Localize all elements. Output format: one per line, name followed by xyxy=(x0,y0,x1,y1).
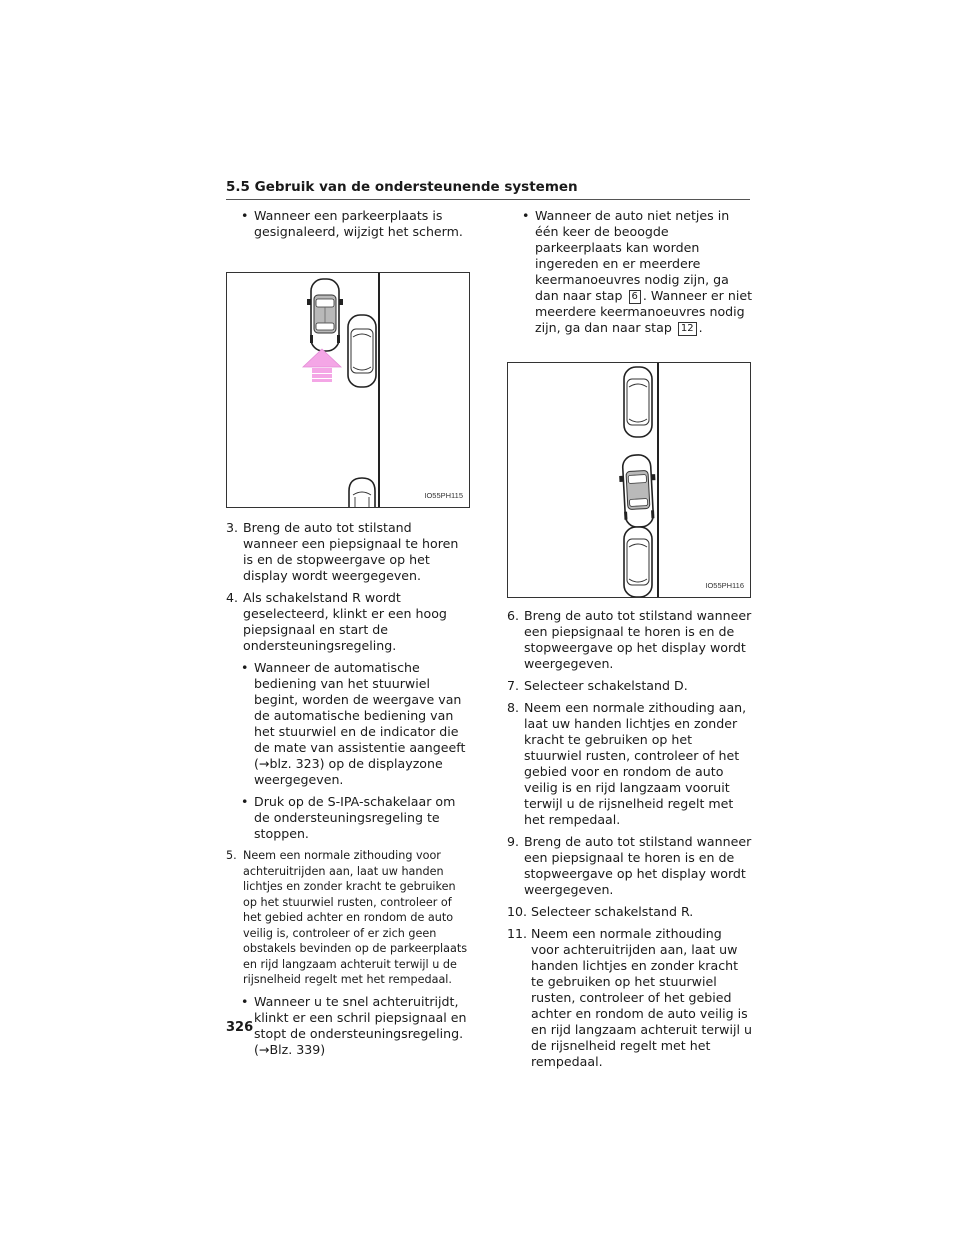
step-number: 3. xyxy=(226,520,239,535)
section-header xyxy=(226,179,750,200)
step-reference-box: 12 xyxy=(678,322,697,336)
bullet-text: Wanneer de automatische bediening van het stuurwiel begint, worden de weergave van de automatische bediening van het stuurwiel en de indicator die de mate van assistentie aangeeft (→blz. 323) op de displayzone weergegeven. xyxy=(254,660,466,787)
own-car-icon xyxy=(307,279,343,351)
bullet-auto-steering xyxy=(226,660,470,788)
bullet-too-fast xyxy=(226,994,470,1058)
step-text: Selecteer schakelstand R. xyxy=(531,904,694,919)
step-9 xyxy=(507,834,753,898)
own-car-icon xyxy=(618,454,658,528)
step-text: Neem een normale zithouding voor achteruitrijden aan, laat uw handen lichtjes en zonder kracht te gebruiken op het stuurwiel rusten, controleer of het gebied achter en rondom de auto veilig is en rijd langzaam achteruit terwijl u de rijsnelheid regelt met het rempedaal. xyxy=(531,926,752,1069)
step-5 xyxy=(226,848,470,988)
parking-diagram-right xyxy=(508,363,750,597)
bullet-text: Druk op de S-IPA-schakelaar om de ondersteuningsregeling te stoppen. xyxy=(254,794,456,841)
step-text: Neem een normale zithouding aan, laat uw handen lichtjes en zonder kracht te gebruiken op het stuurwiel rusten, controleer of het gebied voor en rondom de auto veilig is en rijd langzaam vooruit terwijl u de rijsnelheid regelt met het rempedaal. xyxy=(524,700,747,827)
step-11 xyxy=(507,926,753,1070)
step-number: 7. xyxy=(507,678,520,693)
parking-diagram-left xyxy=(227,273,469,507)
step-number: 11. xyxy=(507,926,528,941)
step-text: Neem een normale zithouding voor achteruitrijden aan, laat uw handen lichtjes en zonder kracht te gebruiken op het stuurwiel rusten, controleer of het gebied achter en rondom de auto veilig is, controleer of er zich geen obstakels bevinden op de parkeerplaats en rijd langzaam achteruit terwijl u de rijsnelheid regelt met het rempedaal. xyxy=(243,849,468,986)
step-4 xyxy=(226,590,470,654)
step-8 xyxy=(507,700,753,828)
step-text: Breng de auto tot stilstand wanneer een piepsignaal te horen is en de stopweergave op het display wordt weergegeven. xyxy=(524,608,752,671)
bullet-dot: • xyxy=(522,208,530,223)
right-column xyxy=(507,208,753,1076)
bullet-dot: • xyxy=(241,208,249,223)
bullet-dot: • xyxy=(241,993,249,1009)
bullet-multiple-maneuvers xyxy=(507,208,753,336)
step-number: 10. xyxy=(507,904,528,919)
bullet-intro xyxy=(226,208,470,240)
step-text: Selecteer schakelstand D. xyxy=(524,678,688,693)
parked-car-icon xyxy=(348,315,376,387)
step-text: Breng de auto tot stilstand wanneer een piepsignaal te horen is en de stopweergave op het display wordt weergegeven. xyxy=(524,834,752,897)
direction-arrow-icon xyxy=(303,349,341,382)
front-parked-car-icon xyxy=(624,367,652,437)
bullet-text-3: . xyxy=(698,320,703,335)
step-number: 6. xyxy=(507,608,520,623)
step-10 xyxy=(507,904,753,920)
header-rule xyxy=(226,199,750,200)
figure-code: IO55PH115 xyxy=(424,491,463,500)
figure-code: IO55PH116 xyxy=(705,581,744,590)
step-number: 5. xyxy=(226,849,237,862)
rear-parked-car-icon xyxy=(624,527,652,597)
bullet-text: Wanneer u te snel achteruitrijdt, klinkt er een schril piepsignaal en stopt de ondersteuningsregeling. (→Blz. 339) xyxy=(254,993,467,1057)
figure-parallel-parking xyxy=(507,362,751,598)
step-reference-box: 6 xyxy=(629,290,641,304)
step-7 xyxy=(507,678,753,694)
step-3 xyxy=(226,520,470,584)
bullet-text-2: . Wanneer er niet meerdere keermanoeuvres nodig zijn, ga dan naar stap xyxy=(535,288,753,335)
left-column xyxy=(226,208,470,1064)
bullet-text-1: Wanneer de auto niet netjes in één keer de beoogde parkeerplaats kan worden ingereden en er meerdere keermanoeuvres nodig zijn, ga dan naar stap xyxy=(535,208,730,303)
figure-parking-detected xyxy=(226,272,470,508)
bullet-intro-text: Wanneer een parkeerplaats is gesignaleerd, wijzigt het scherm. xyxy=(254,208,463,239)
step-number: 8. xyxy=(507,700,520,715)
page-number: 326 xyxy=(226,1020,254,1035)
rear-car-icon xyxy=(349,478,375,507)
section-title: 5.5 Gebruik van de ondersteunende systemen xyxy=(226,179,578,195)
bullet-dot: • xyxy=(241,794,249,809)
step-6 xyxy=(507,608,753,672)
step-text: Als schakelstand R wordt geselecteerd, klinkt er een hoog piepsignaal en start de ondersteuningsregeling. xyxy=(243,590,447,653)
bullet-dot: • xyxy=(241,660,249,675)
step-text: Breng de auto tot stilstand wanneer een piepsignaal te horen is en de stopweergave op het display wordt weergegeven. xyxy=(243,520,459,583)
step-number: 9. xyxy=(507,834,520,849)
bullet-stop-switch xyxy=(226,794,470,842)
step-number: 4. xyxy=(226,590,239,605)
